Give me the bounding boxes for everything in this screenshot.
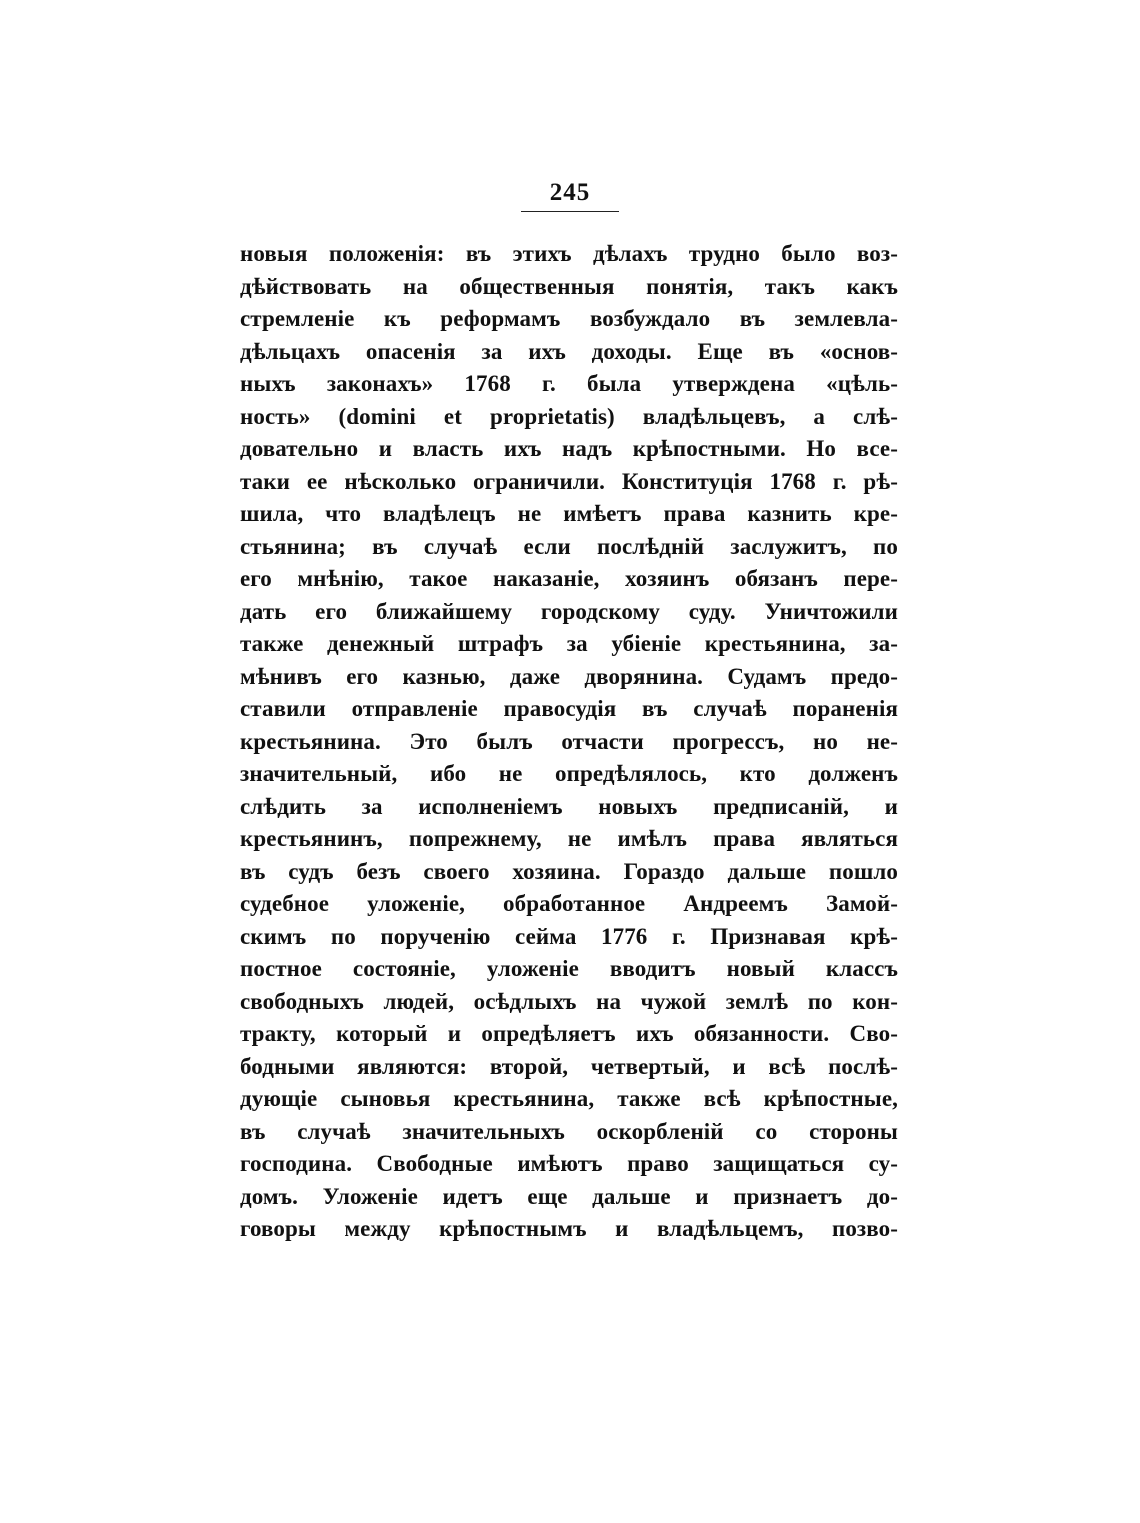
- text-line: таки ее нѣсколько ограничили. Конституція 1768 г. рѣ-: [240, 468, 898, 494]
- text-line: говоры между крѣпостнымъ и владѣльцемъ, позво-: [240, 1216, 898, 1241]
- header-rule: [521, 211, 619, 212]
- page-header: [0, 178, 1140, 208]
- text-line: стьянина; въ случаѣ если послѣдній заслужитъ, по: [240, 533, 898, 559]
- text-line: дѣльцахъ опасенія за ихъ доходы. Еще въ «основ-: [240, 338, 898, 364]
- text-line: дать его ближайшему городскому суду. Уничтожили: [240, 598, 898, 624]
- text-line: дѣйствовать на общественныя понятія, такъ какъ: [240, 273, 898, 299]
- text-line: скимъ по порученію сейма 1776 г. Признавая крѣ-: [240, 923, 898, 949]
- text-line: ныхъ законахъ» 1768 г. была утверждена «цѣль-: [240, 371, 898, 396]
- text-line: ность» (domini et proprietatis) владѣльцевъ, а слѣ-: [240, 403, 898, 429]
- body-text: [240, 238, 898, 1246]
- text-line: шила, что владѣлецъ не имѣетъ права казнить кре-: [240, 501, 898, 526]
- text-line: также денежный штрафъ за убіеніе крестьянина, за-: [240, 631, 898, 656]
- text-line: мѣнивъ его казнью, даже дворянина. Судамъ предо-: [240, 663, 898, 689]
- text-line: въ случаѣ значительныхъ оскорбленій со стороны: [240, 1118, 898, 1144]
- text-line: въ судъ безъ своего хозяина. Гораздо дальше пошло: [240, 858, 898, 884]
- text-line: крестьянина. Это былъ отчасти прогрессъ, но не-: [240, 728, 898, 754]
- text-line: довательно и власть ихъ надъ крѣпостными. Но все-: [240, 436, 898, 461]
- text-line: бодными являются: второй, четвертый, и всѣ послѣ-: [240, 1053, 898, 1079]
- text-line: судебное уложеніе, обработанное Андреемъ Замой-: [240, 891, 898, 916]
- text-line: крестьянинъ, попрежнему, не имѣлъ права являться: [240, 826, 898, 851]
- text-line: значительный, ибо не опредѣлялось, кто долженъ: [240, 761, 898, 786]
- text-line: стремленіе къ реформамъ возбуждало въ землевла-: [240, 306, 898, 331]
- text-line: господина. Свободные имѣютъ право защищаться су-: [240, 1151, 898, 1176]
- text-line: домъ. Уложеніе идетъ еще дальше и признаетъ до-: [240, 1183, 898, 1209]
- text-line: тракту, который и опредѣляетъ ихъ обязанности. Сво-: [240, 1021, 898, 1046]
- text-line: слѣдить за исполненіемъ новыхъ предписаній, и: [240, 793, 898, 819]
- text-line: постное состояніе, уложеніе вводитъ новый классъ: [240, 956, 898, 981]
- page-number: 245: [549, 179, 591, 206]
- text-line: ставили отправленіе правосудія въ случаѣ пораненія: [240, 696, 898, 721]
- text-line: свободныхъ людей, осѣдлыхъ на чужой землѣ по кон-: [240, 988, 898, 1014]
- text-line: дующіе сыновья крестьянина, также всѣ крѣпостные,: [240, 1086, 898, 1111]
- text-line: его мнѣнію, такое наказаніе, хозяинъ обязанъ пере-: [240, 566, 898, 591]
- text-line: новыя положенія: въ этихъ дѣлахъ трудно было воз-: [240, 241, 898, 266]
